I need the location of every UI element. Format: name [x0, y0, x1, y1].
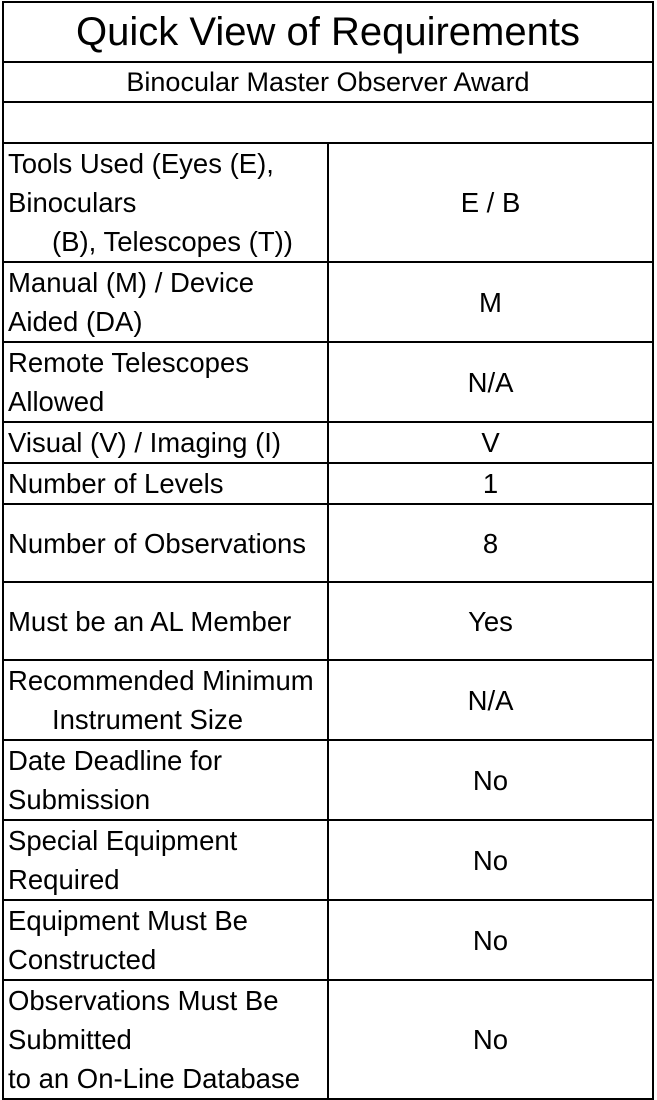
table-row	[3, 463, 653, 504]
requirement-value: 8	[328, 504, 653, 582]
requirement-value: M	[328, 262, 653, 342]
requirement-label: Remote Telescopes Allowed	[3, 342, 328, 422]
requirement-value: N/A	[328, 342, 653, 422]
blank-row	[3, 102, 653, 143]
requirement-value: Yes	[328, 582, 653, 660]
label-line: Tools Used (Eyes (E), Binoculars	[8, 148, 274, 218]
table-row	[3, 262, 653, 342]
requirement-label: Equipment Must Be Constructed	[3, 900, 328, 980]
requirement-label: Number of Levels	[3, 463, 328, 504]
requirement-value: No	[328, 900, 653, 980]
requirement-value: No	[328, 740, 653, 820]
table-row	[3, 422, 653, 463]
requirement-value: No	[328, 820, 653, 900]
requirement-label: Number of Observations	[3, 504, 328, 582]
table-row	[3, 143, 653, 262]
table-row	[3, 342, 653, 422]
label-line: Instrument Size	[52, 704, 244, 735]
page-title: Quick View of Requirements	[3, 2, 653, 62]
requirement-value: No	[328, 980, 653, 1099]
table-row	[3, 504, 653, 582]
label-line: Recommended Minimum	[8, 665, 314, 696]
label-line: Observations Must Be Submitted	[8, 985, 279, 1055]
requirement-label	[3, 980, 328, 1099]
requirement-label: Manual (M) / Device Aided (DA)	[3, 262, 328, 342]
requirement-value: N/A	[328, 660, 653, 740]
table-row	[3, 900, 653, 980]
requirement-label	[3, 143, 328, 262]
label-line: (B), Telescopes (T))	[52, 226, 293, 257]
requirement-value: 1	[328, 463, 653, 504]
requirement-label: Special Equipment Required	[3, 820, 328, 900]
requirements-table	[2, 1, 654, 1100]
label-line: to an On-Line Database	[8, 1063, 300, 1094]
award-name: Binocular Master Observer Award	[3, 62, 653, 102]
table-row	[3, 820, 653, 900]
requirement-label: Date Deadline for Submission	[3, 740, 328, 820]
requirement-label: Visual (V) / Imaging (I)	[3, 422, 328, 463]
title-row	[3, 2, 653, 62]
table-row	[3, 660, 653, 740]
requirement-value: E / B	[328, 143, 653, 262]
table-row	[3, 980, 653, 1099]
requirement-label: Must be an AL Member	[3, 582, 328, 660]
blank-cell	[3, 102, 653, 143]
requirement-value: V	[328, 422, 653, 463]
subtitle-row	[3, 62, 653, 102]
requirement-label	[3, 660, 328, 740]
table-row	[3, 582, 653, 660]
table-row	[3, 740, 653, 820]
